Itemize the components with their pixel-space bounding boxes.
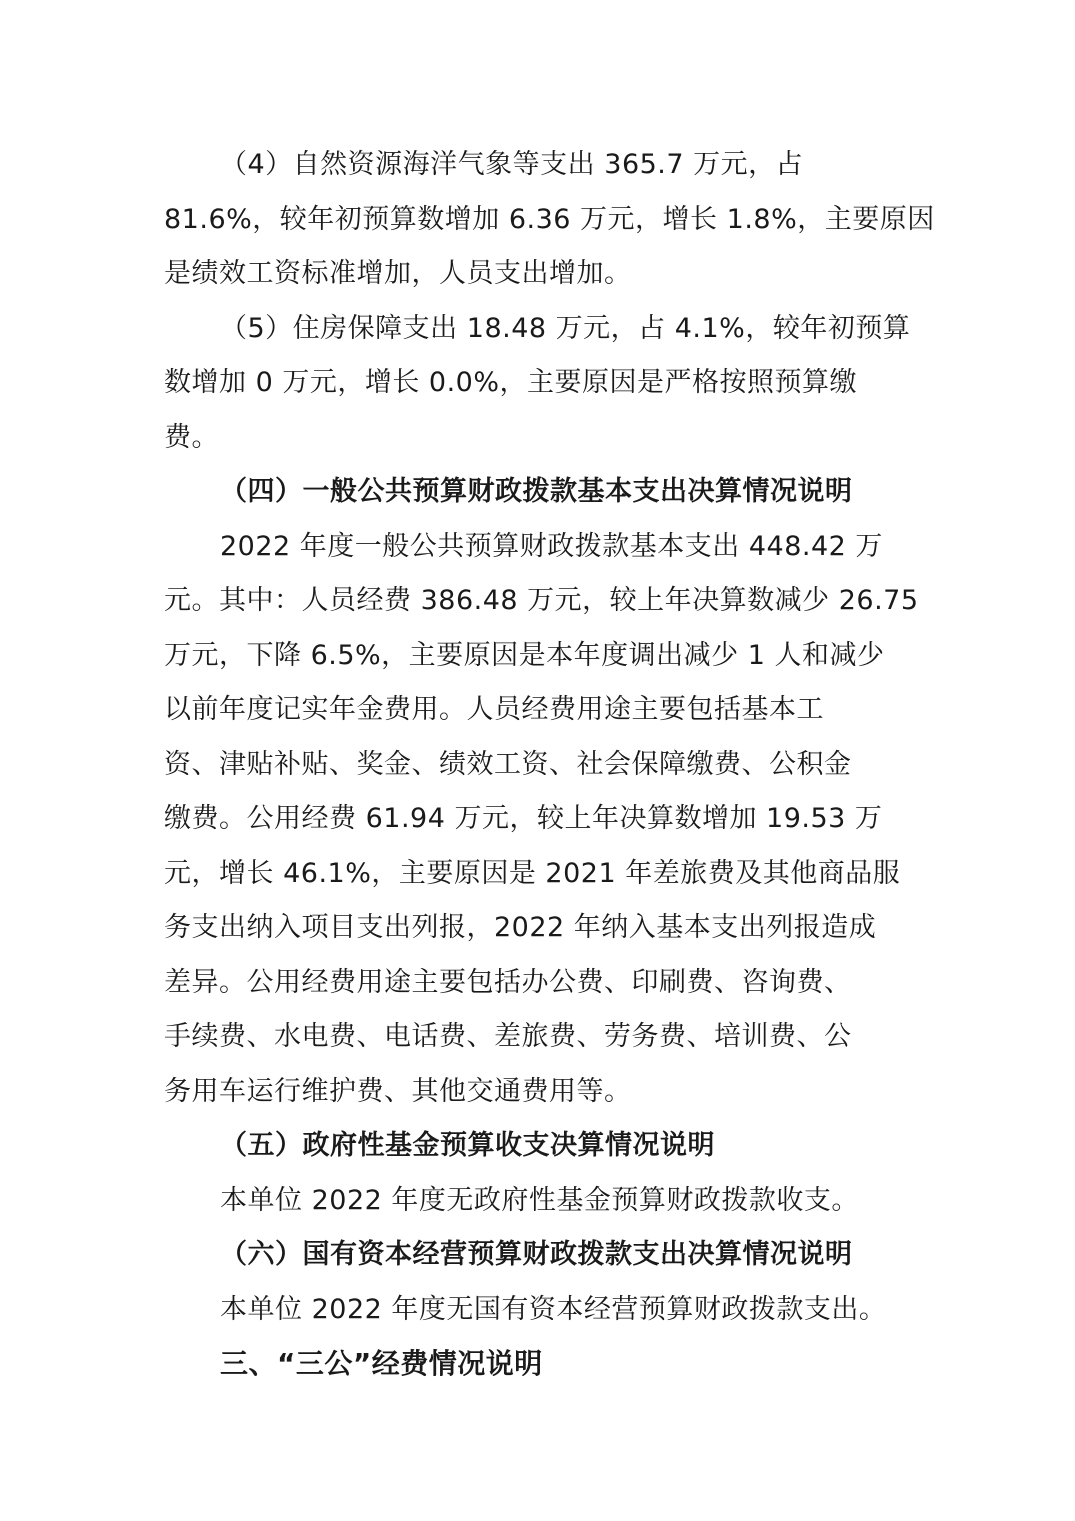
section-heading-basic-expenditure: （四）一般公共预算财政拨款基本支出决算情况说明	[220, 476, 853, 507]
text-line: 费。	[164, 421, 219, 453]
section-heading-state-capital: （六）国有资本经营预算财政拨款支出决算情况说明	[220, 1239, 853, 1270]
text-line: 务用车运行维护费、其他交通费用等。	[164, 1075, 632, 1107]
text-line: 元。其中：人员经费 386.48 万元，较上年决算数减少 26.75	[164, 585, 919, 616]
text-line: 差异。公用经费用途主要包括办公费、印刷费、咨询费、	[164, 966, 852, 998]
text-line: 以前年度记实年金费用。人员经费用途主要包括基本工	[164, 694, 824, 725]
text-line: 万元，下降 6.5%，主要原因是本年度调出减少 1 人和减少	[164, 639, 885, 671]
paragraph-state-capital	[164, 1283, 914, 1338]
text-line: 81.6%，较年初预算数增加 6.36 万元，增长 1.8%，主要原因	[164, 203, 935, 235]
paragraph-basic-expenditure	[164, 520, 919, 1120]
text-line: 数增加 0 万元，增长 0.0%，主要原因是严格按照预算缴	[164, 367, 858, 398]
text-line: （4）自然资源海洋气象等支出 365.7 万元，占	[220, 149, 804, 180]
section-heading-gov-fund: （五）政府性基金预算收支决算情况说明	[220, 1130, 715, 1161]
text-line: （5）住房保障支出 18.48 万元，占 4.1%，较年初预算	[220, 312, 911, 344]
paragraph-gov-fund	[164, 1174, 914, 1229]
text-line: 缴费。公用经费 61.94 万元，较上年决算数增加 19.53 万	[164, 803, 883, 834]
paragraph-housing-expenditure	[164, 302, 914, 466]
section-heading-three-public-expenses: 三、“三公”经费情况说明	[220, 1347, 543, 1380]
document-page	[164, 138, 935, 1392]
text-line: 本单位 2022 年度无国有资本经营预算财政拨款支出。	[220, 1293, 887, 1325]
text-line: 资、津贴补贴、奖金、绩效工资、社会保障缴费、公积金	[164, 748, 852, 780]
text-line: 是绩效工资标准增加，人员支出增加。	[164, 258, 632, 289]
text-line: 元，增长 46.1%，主要原因是 2021 年差旅费及其他商品服	[164, 857, 901, 889]
text-line: 手续费、水电费、电话费、差旅费、劳务费、培训费、公	[164, 1021, 852, 1052]
text-line: 本单位 2022 年度无政府性基金预算财政拨款收支。	[220, 1184, 859, 1216]
text-line: 务支出纳入项目支出列报，2022 年纳入基本支出列报造成	[164, 912, 877, 943]
paragraph-natural-resources-expenditure	[164, 138, 935, 302]
text-line: 2022 年度一般公共预算财政拨款基本支出 448.42 万	[220, 530, 883, 562]
